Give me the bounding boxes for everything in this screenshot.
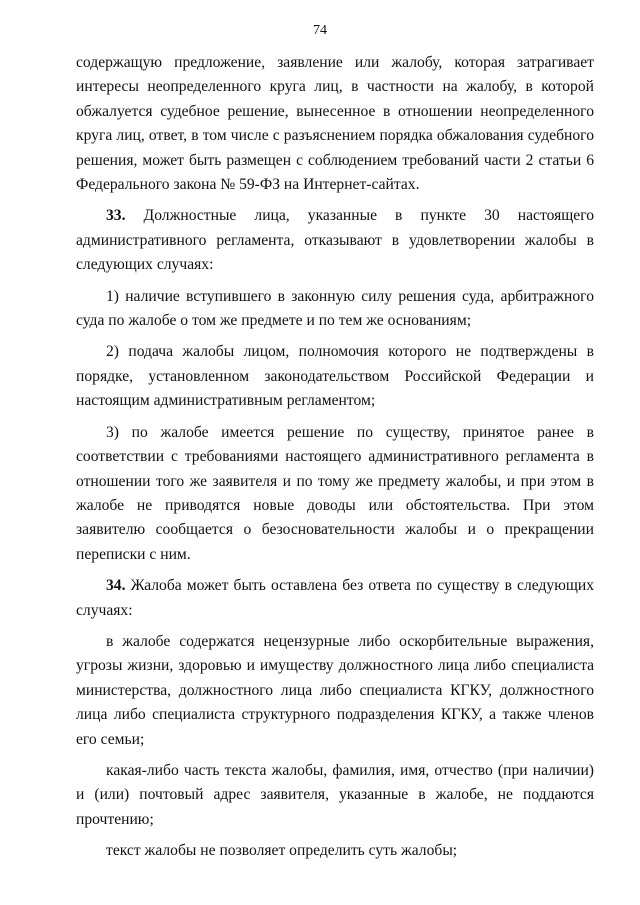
paragraph-subitem-3: 3) по жалобе имеется решение по существу, принятое ранее в соответствии с требованиями настоящего административного регламента в отношении того же заявителя и по тому же предмету жалобы, и при этом в жалобе не приводятся новые доводы или обстоятельства. При этом заявителю сообщается о безосновательности жалобы и о прекращении переписки с ним. — [76, 423, 594, 563]
paragraph-case-unclear: текст жалобы не позволяет определить суть жалобы; — [106, 842, 458, 860]
paragraph-case-insults: в жалобе содержатся нецензурные либо оскорбительные выражения, угрозы жизни, здоровью и имуществу должностного лица либо специалиста министерства, должностного лица либо специалиста КГКУ, должностного лица либо специалиста структурного подразделения КГКУ, а также членов его семьи; — [76, 632, 594, 748]
item-number: 34. — [106, 577, 126, 595]
document-body — [76, 51, 594, 871]
page-number: 74 — [313, 23, 327, 38]
paragraph-text: Жалоба может быть оставлена без ответа по существу в следующих случаях: — [76, 577, 594, 619]
paragraph-item-34 — [76, 574, 594, 623]
paragraph-subitem-2: 2) подача жалобы лицом, полномочия которого не подтверждены в порядке, установленном законодательством Российской Федерации и настоящим административным регламентом; — [76, 343, 594, 410]
paragraph-continuation: содержащую предложение, заявление или жалобу, которая затрагивает интересы неопределенного круга лиц, в частности на жалобу, в которой обжалуется судебное решение, вынесенное в отношении неопределенного круга лиц, ответ, в том числе с разъяснением порядка обжалования судебного решения, может быть размещен с соблюдением требований части 2 статьи 6 Федерального закона № 59-ФЗ на Интернет-сайтах. — [76, 54, 594, 194]
paragraph-subitem-1: 1) наличие вступившего в законную силу решения суда, арбитражного суда по жалобе о том же предмете и по тем же основаниям; — [76, 287, 594, 330]
paragraph-item-33 — [76, 204, 594, 277]
item-number: 33. — [106, 207, 126, 225]
paragraph-text: Должностные лица, указанные в пункте 30 настоящего административного регламента, отказывают в удовлетворении жалобы в следующих случаях: — [76, 207, 594, 274]
paragraph-case-unreadable: какая-либо часть текста жалобы, фамилия, имя, отчество (при наличии) и (или) почтовый адрес заявителя, указанные в жалобе, не поддаются прочтению; — [76, 761, 594, 828]
